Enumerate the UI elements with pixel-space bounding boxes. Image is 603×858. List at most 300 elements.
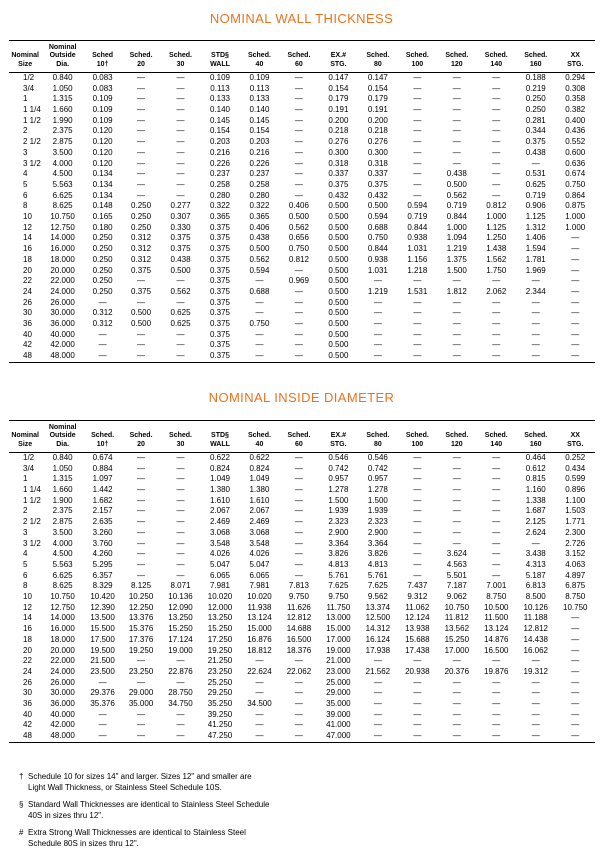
nominal-size-cell: 1 <box>23 474 28 484</box>
nominal-size-cell: 1 1/2 <box>23 495 41 505</box>
value-cell: 18.000 <box>50 254 75 264</box>
value-cell: 36.000 <box>50 699 75 709</box>
value-cell: 17.000 <box>326 634 351 644</box>
value-cell: 12.000 <box>207 602 233 612</box>
value-cell: 6.065 <box>209 570 230 580</box>
footnote-standard-wall: § Standard Wall Thicknesses are identical to Stainless Steel Schedule 40S in sizes thru 12". <box>19 800 270 820</box>
value-cell: 20.376 <box>444 666 470 676</box>
value-cell: — <box>137 538 146 548</box>
value-cell: 0.824 <box>249 463 270 473</box>
value-cell: 0.300 <box>367 147 388 157</box>
value-cell: — <box>413 495 422 505</box>
value-cell: 17.376 <box>128 634 154 644</box>
nominal-size-cell: 2 <box>23 126 28 136</box>
value-cell: 0.145 <box>209 115 230 125</box>
value-cell: 17.938 <box>365 645 391 655</box>
value-cell: — <box>492 94 501 104</box>
value-cell: 0.500 <box>328 244 349 254</box>
value-cell: 0.375 <box>200 351 239 362</box>
value-cell: — <box>98 329 107 339</box>
value-cell: 10.750 <box>50 212 75 222</box>
value-cell: 16.124 <box>365 634 391 644</box>
table-row <box>9 624 595 635</box>
value-cell: 19.250 <box>207 645 233 655</box>
value-cell: 0.625 <box>525 179 546 189</box>
value-cell: 0.203 <box>249 137 270 147</box>
value-cell: 34.750 <box>168 699 193 709</box>
value-cell: — <box>294 158 303 168</box>
value-cell: 0.500 <box>319 351 358 362</box>
value-cell: 10.250 <box>128 592 154 602</box>
value-cell: — <box>255 709 264 719</box>
value-cell: — <box>294 527 303 537</box>
value-cell: 0.612 <box>525 463 546 473</box>
value-cell: — <box>492 308 501 318</box>
value-cell: 0.191 <box>328 105 349 114</box>
value-cell: 0.250 <box>92 244 113 254</box>
value-cell: — <box>531 340 540 350</box>
value-cell: 14.876 <box>484 634 509 644</box>
value-cell: — <box>255 677 264 687</box>
value-cell: — <box>294 720 303 730</box>
value-cell: 0.200 <box>328 115 349 125</box>
value-cell: 0.375 <box>209 276 230 286</box>
value-cell: 0.500 <box>328 254 349 264</box>
value-cell: — <box>571 613 580 623</box>
value-cell: — <box>452 688 461 698</box>
nominal-size-cell: 1 <box>23 94 28 104</box>
value-cell: 0.250 <box>525 105 546 114</box>
value-cell: — <box>137 179 146 189</box>
nominal-size-cell: 1 1/2 <box>23 115 41 125</box>
value-cell: — <box>294 549 303 559</box>
value-cell: — <box>492 559 501 569</box>
value-cell: 1.682 <box>92 495 113 505</box>
value-cell: 22.000 <box>50 276 75 286</box>
value-cell: 0.322 <box>249 201 270 211</box>
value-cell: — <box>373 276 382 286</box>
value-cell: 1.594 <box>525 244 546 254</box>
value-cell: — <box>294 506 303 516</box>
value-cell: 2.635 <box>92 517 113 527</box>
inside-diameter-title: NOMINAL INSIDE DIAMETER <box>208 390 395 405</box>
value-cell: 13.000 <box>326 613 351 623</box>
value-cell: 0.500 <box>367 201 388 211</box>
value-cell: — <box>492 105 501 114</box>
value-cell: 1.380 <box>249 485 270 494</box>
value-cell: 0.656 <box>288 233 309 243</box>
value-cell: 0.719 <box>446 201 467 211</box>
nominal-size-cell: 3/4 <box>23 83 35 93</box>
value-cell: — <box>452 94 461 104</box>
nominal-size-cell: 8 <box>23 581 28 591</box>
value-cell: 0.500 <box>131 308 152 318</box>
value-cell: 2.323 <box>367 517 388 527</box>
value-cell: — <box>413 538 422 548</box>
nominal-size-cell: 5 <box>23 559 28 569</box>
value-cell: 1.312 <box>525 222 546 232</box>
value-cell: — <box>294 495 303 505</box>
table-row <box>9 169 595 180</box>
value-cell: — <box>161 351 200 362</box>
value-cell: 0.375 <box>209 329 230 339</box>
value-cell: 0.216 <box>209 147 230 157</box>
value-cell: 10.750 <box>563 602 588 612</box>
value-cell: — <box>98 297 107 307</box>
column-header: Nominal Outside Dia. <box>41 41 84 73</box>
value-cell: 0.500 <box>446 179 467 189</box>
value-cell: 0.277 <box>170 201 191 211</box>
value-cell: — <box>176 94 185 104</box>
nominal-size-cell: 3/4 <box>23 463 35 473</box>
value-cell: — <box>294 126 303 136</box>
value-cell: — <box>413 656 422 666</box>
value-cell: — <box>176 297 185 307</box>
value-cell: — <box>413 506 422 516</box>
value-cell: 14.000 <box>50 233 75 243</box>
value-cell: — <box>373 319 382 329</box>
value-cell: 0.562 <box>446 190 467 200</box>
value-cell: 0.375 <box>170 244 191 254</box>
value-cell: 1.812 <box>446 286 467 296</box>
value-cell: 0.307 <box>170 212 191 222</box>
value-cell: 18.000 <box>50 634 75 644</box>
nominal-size-cell: 16 <box>23 244 32 254</box>
value-cell: 12.750 <box>50 602 75 612</box>
value-cell: 12.124 <box>405 613 430 623</box>
value-cell: 0.147 <box>367 72 388 82</box>
value-cell: 1.406 <box>525 233 546 243</box>
table-row <box>9 635 595 646</box>
value-cell: 19.876 <box>484 666 509 676</box>
value-cell: — <box>413 474 422 484</box>
value-cell: — <box>294 297 303 307</box>
value-cell: 3.068 <box>209 527 230 537</box>
value-cell: 0.382 <box>565 105 586 114</box>
value-cell: — <box>294 699 303 709</box>
value-cell: — <box>413 319 422 329</box>
table-row <box>9 560 595 571</box>
value-cell: 1.250 <box>486 233 507 243</box>
value-cell: 35.000 <box>326 699 351 709</box>
value-cell: — <box>255 329 264 339</box>
value-cell: 15.376 <box>128 624 154 634</box>
value-cell: — <box>398 731 437 742</box>
value-cell: 8.329 <box>92 581 113 591</box>
value-cell: 5.761 <box>367 570 388 580</box>
value-cell: 19.250 <box>128 645 154 655</box>
value-cell: 17.500 <box>90 634 115 644</box>
table-row <box>9 506 595 517</box>
value-cell: 2.875 <box>52 137 73 147</box>
value-cell: — <box>137 94 146 104</box>
value-cell: 0.625 <box>170 319 191 329</box>
value-cell: 19.000 <box>168 645 193 655</box>
value-cell: 0.438 <box>249 233 270 243</box>
value-cell: 0.365 <box>249 212 270 222</box>
value-cell: — <box>161 731 200 742</box>
value-cell: — <box>255 276 264 286</box>
value-cell: 4.897 <box>565 570 586 580</box>
value-cell: 0.322 <box>209 201 230 211</box>
value-cell: — <box>137 506 146 516</box>
value-cell: 1.660 <box>52 105 73 114</box>
value-cell: — <box>492 463 501 473</box>
value-cell: — <box>531 699 540 709</box>
value-cell: — <box>137 190 146 200</box>
value-cell: 0.250 <box>131 222 152 232</box>
value-cell: 0.250 <box>92 233 113 243</box>
value-cell: 25.000 <box>326 677 351 687</box>
value-cell: 0.375 <box>170 233 191 243</box>
value-cell: — <box>98 720 107 730</box>
value-cell: 21.250 <box>207 656 233 666</box>
table-row <box>9 474 595 485</box>
value-cell: 1.380 <box>209 485 230 494</box>
table-row <box>9 126 595 137</box>
value-cell: 6.065 <box>249 570 270 580</box>
value-cell: 0.113 <box>249 83 270 93</box>
value-cell: 13.376 <box>128 613 154 623</box>
value-cell: 41.250 <box>207 720 233 730</box>
value-cell: 0.552 <box>565 137 586 147</box>
table-row <box>9 308 595 319</box>
value-cell: 0.120 <box>92 158 113 168</box>
value-cell: 0.083 <box>92 72 113 82</box>
value-cell: — <box>413 463 422 473</box>
value-cell: 20.938 <box>405 666 430 676</box>
value-cell: 0.294 <box>565 72 586 82</box>
value-cell: 2.157 <box>92 506 113 516</box>
value-cell: — <box>571 319 580 329</box>
value-cell: 0.280 <box>249 190 270 200</box>
value-cell: 13.124 <box>247 613 272 623</box>
value-cell: 24.000 <box>50 666 75 676</box>
nominal-size-cell: 6 <box>23 570 28 580</box>
value-cell: 21.562 <box>365 666 391 676</box>
value-cell: 0.500 <box>328 201 349 211</box>
value-cell: — <box>413 308 422 318</box>
value-cell: 22.624 <box>247 666 272 676</box>
value-cell: — <box>571 624 580 634</box>
value-cell: 0.180 <box>92 222 113 232</box>
value-cell: 10.420 <box>90 592 115 602</box>
value-cell: 4.500 <box>52 169 73 179</box>
value-cell: 11.938 <box>247 602 272 612</box>
value-cell: — <box>373 709 382 719</box>
value-cell: 1.503 <box>565 506 586 516</box>
value-cell: — <box>492 158 501 168</box>
wall-thickness-title: NOMINAL WALL THICKNESS <box>209 11 394 26</box>
value-cell: — <box>492 452 501 462</box>
value-cell: 1.049 <box>249 474 270 484</box>
value-cell: 42.000 <box>50 340 75 350</box>
column-header: Nominal Size <box>9 421 41 453</box>
nominal-size-cell: 14 <box>23 233 32 243</box>
value-cell: 0.109 <box>92 94 113 104</box>
value-cell: — <box>373 340 382 350</box>
value-cell: 0.531 <box>525 169 546 179</box>
nominal-size-cell: 48 <box>9 351 41 362</box>
value-cell: 28.750 <box>168 688 193 698</box>
value-cell: — <box>137 517 146 527</box>
value-cell: — <box>452 83 461 93</box>
value-cell: — <box>294 137 303 147</box>
column-header: Sched. 100 <box>398 421 437 453</box>
value-cell: 0.438 <box>525 147 546 157</box>
value-cell: 0.625 <box>170 308 191 318</box>
value-cell: — <box>492 699 501 709</box>
value-cell: — <box>98 677 107 687</box>
value-cell: 3.364 <box>328 538 349 548</box>
column-header: Sched. 120 <box>437 421 476 453</box>
value-cell: 2.624 <box>525 527 546 537</box>
value-cell: — <box>176 329 185 339</box>
column-header: Sched. 60 <box>279 41 318 73</box>
value-cell: — <box>413 709 422 719</box>
value-cell: 15.250 <box>444 634 470 644</box>
value-cell: — <box>373 329 382 339</box>
value-cell: 1.160 <box>525 485 546 494</box>
value-cell: 0.219 <box>525 83 546 93</box>
value-cell: — <box>555 351 595 362</box>
value-cell: — <box>452 329 461 339</box>
value-cell: 0.375 <box>209 308 230 318</box>
value-cell: 2.875 <box>52 517 73 527</box>
value-cell: 15.250 <box>207 624 233 634</box>
value-cell: — <box>492 329 501 339</box>
column-header: Sched. 30 <box>161 41 200 73</box>
value-cell: — <box>571 666 580 676</box>
value-cell: 0.165 <box>92 212 113 222</box>
footnote-extra-strong: # Extra Strong Wall Thicknesses are identical to Stainless Steel Schedule 80S in sizes thru 12". <box>19 828 246 848</box>
value-cell: 2.300 <box>565 527 586 537</box>
value-cell: 0.840 <box>52 452 73 462</box>
nominal-size-cell: 26 <box>23 297 32 307</box>
value-cell: 0.140 <box>249 105 270 114</box>
value-cell: 0.318 <box>328 158 349 168</box>
value-cell: 16.062 <box>523 645 548 655</box>
value-cell: — <box>294 452 303 462</box>
value-cell: — <box>240 731 279 742</box>
value-cell: 23.000 <box>326 666 351 676</box>
nominal-size-cell: 24 <box>23 286 32 296</box>
value-cell: 0.250 <box>92 254 113 264</box>
value-cell: 0.742 <box>328 463 349 473</box>
value-cell: 0.432 <box>367 190 388 200</box>
value-cell: 1.315 <box>52 474 73 484</box>
value-cell: 1.100 <box>565 495 586 505</box>
value-cell: 0.250 <box>92 265 113 275</box>
value-cell: — <box>492 495 501 505</box>
value-cell: 0.500 <box>328 265 349 275</box>
value-cell: — <box>571 286 580 296</box>
table-row <box>9 613 595 624</box>
value-cell: 48.000 <box>41 731 84 742</box>
value-cell: — <box>492 549 501 559</box>
table-row <box>9 72 595 83</box>
value-cell: 2.375 <box>52 506 73 516</box>
value-cell: — <box>437 351 476 362</box>
value-cell: 1.125 <box>486 222 507 232</box>
value-cell: 0.120 <box>92 137 113 147</box>
value-cell: 16.500 <box>484 645 509 655</box>
value-cell: — <box>294 115 303 125</box>
value-cell: 6.625 <box>52 570 73 580</box>
value-cell: 0.957 <box>328 474 349 484</box>
value-cell: — <box>437 731 476 742</box>
nominal-size-cell: 40 <box>23 329 32 339</box>
nominal-size-cell: 5 <box>23 179 28 189</box>
nominal-size-cell: 14 <box>23 613 32 623</box>
inside-diameter-table <box>9 420 595 743</box>
value-cell: — <box>413 549 422 559</box>
value-cell: 10.126 <box>523 602 548 612</box>
value-cell: 7.625 <box>328 581 349 591</box>
value-cell: 9.562 <box>367 592 388 602</box>
nominal-size-cell: 36 <box>23 319 32 329</box>
value-cell: — <box>531 720 540 730</box>
value-cell: 0.812 <box>288 254 309 264</box>
value-cell: — <box>137 720 146 730</box>
value-cell: — <box>176 463 185 473</box>
value-cell: 29.376 <box>90 688 115 698</box>
value-cell: — <box>571 244 580 254</box>
table-row <box>9 667 595 678</box>
value-cell: — <box>452 517 461 527</box>
value-cell: 0.113 <box>210 83 230 93</box>
value-cell: — <box>294 286 303 296</box>
value-cell: 15.000 <box>247 624 272 634</box>
value-cell: 3.364 <box>367 538 388 548</box>
value-cell: 0.250 <box>92 286 113 296</box>
value-cell: 34.500 <box>247 699 272 709</box>
value-cell: 0.358 <box>565 94 586 104</box>
value-cell: — <box>477 351 516 362</box>
value-cell: 5.047 <box>209 559 230 569</box>
value-cell: 1.049 <box>209 474 230 484</box>
value-cell: 7.437 <box>407 581 428 591</box>
value-cell: 7.981 <box>209 581 230 591</box>
column-header: Sched. 140 <box>477 421 516 453</box>
value-cell: 7.187 <box>446 581 467 591</box>
value-cell: — <box>137 474 146 484</box>
value-cell: 4.026 <box>249 549 270 559</box>
table-row <box>9 720 595 731</box>
value-cell: — <box>176 126 185 136</box>
value-cell: — <box>358 351 397 362</box>
value-cell: — <box>373 297 382 307</box>
value-cell: 4.563 <box>446 559 467 569</box>
value-cell: — <box>571 634 580 644</box>
value-cell: 0.365 <box>209 212 230 222</box>
value-cell: — <box>413 126 422 136</box>
value-cell: 3.760 <box>92 538 113 548</box>
value-cell: 0.438 <box>446 169 467 179</box>
value-cell: — <box>294 94 303 104</box>
value-cell: 0.375 <box>209 286 230 296</box>
value-cell: 0.896 <box>565 485 586 494</box>
value-cell: — <box>176 506 185 516</box>
value-cell: 0.312 <box>92 308 113 318</box>
value-cell: 0.546 <box>367 452 388 462</box>
value-cell: 0.674 <box>565 169 586 179</box>
value-cell: 29.250 <box>207 688 233 698</box>
table-row <box>9 319 595 330</box>
value-cell: — <box>531 656 540 666</box>
value-cell: — <box>531 158 540 168</box>
value-cell: — <box>571 265 580 275</box>
